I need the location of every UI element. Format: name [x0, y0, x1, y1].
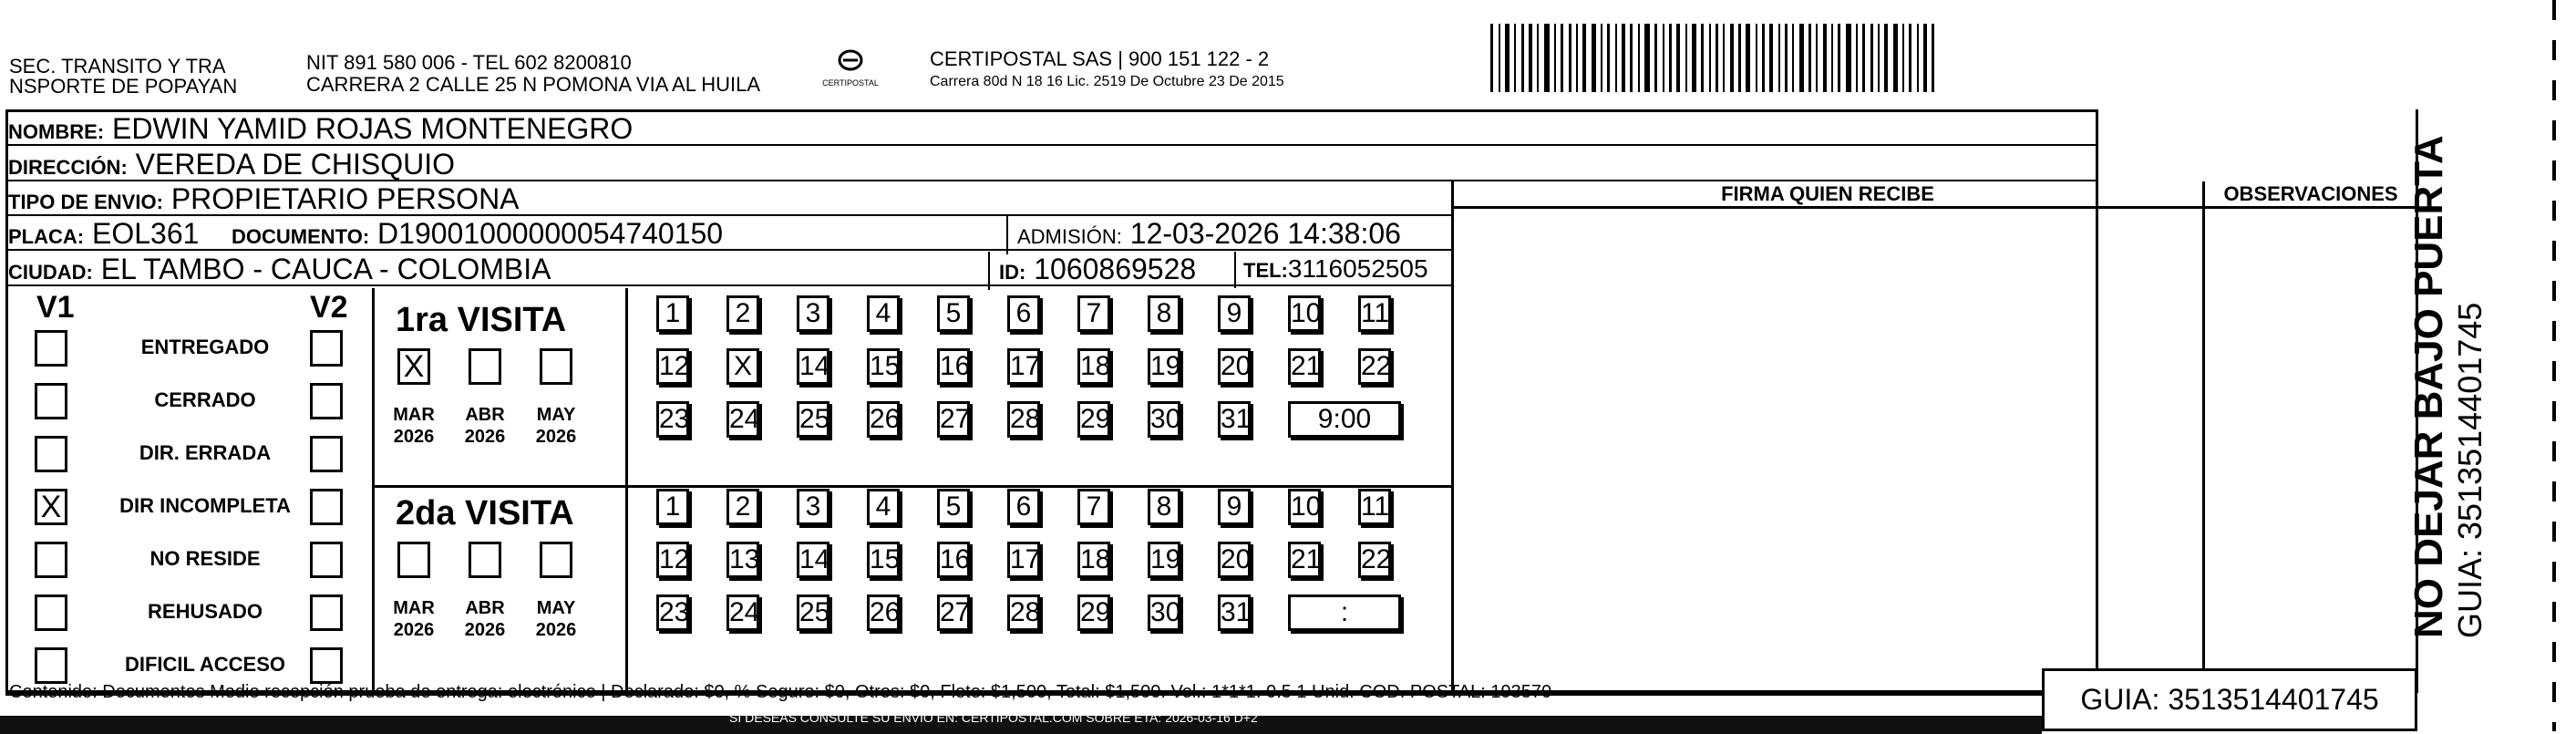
v2-checkbox[interactable]: [310, 436, 343, 472]
visit1-day-box[interactable]: 9: [1218, 295, 1251, 332]
divider: [372, 485, 1451, 488]
sender-name-line1: SEC. TRANSITO Y TRA: [9, 55, 226, 78]
status-option-label: REHUSADO: [148, 600, 263, 623]
visit1-year-label: 2026: [535, 427, 577, 447]
visit2-day-box[interactable]: 13: [726, 542, 759, 578]
visit2-month-label: ABR: [465, 598, 505, 618]
visit2-day-box[interactable]: 7: [1077, 489, 1110, 525]
visit1-day-box[interactable]: 26: [867, 401, 900, 438]
visit1-day-box[interactable]: 21: [1288, 348, 1321, 385]
tipo-value: PROPIETARIO PERSONA: [170, 182, 520, 215]
status-option-label: DIFICIL ACCESO: [124, 653, 285, 676]
tipo-row: TIPO DE ENVIO: PROPIETARIO PERSONA: [8, 181, 1454, 216]
visit2-day-box[interactable]: 4: [867, 489, 900, 525]
v1-checkbox[interactable]: [35, 542, 67, 578]
v2-checkbox[interactable]: [310, 489, 343, 525]
visit2-year-label: 2026: [535, 620, 577, 640]
sender-nit: NIT 891 580 006 - TEL 602 8200810: [306, 51, 632, 74]
perforation: [2552, 0, 2556, 731]
divider: [625, 288, 628, 694]
visit2-day-box[interactable]: 9: [1218, 489, 1251, 525]
visit1-month-checkbox[interactable]: [469, 348, 501, 385]
visit2-month-checkbox[interactable]: [540, 542, 572, 578]
placa-value: EOL361: [92, 217, 200, 250]
visit2-day-box[interactable]: 31: [1218, 594, 1251, 631]
visit2-day-box[interactable]: 12: [656, 542, 689, 578]
visit1-day-box[interactable]: 3: [797, 295, 829, 332]
visit2-day-box[interactable]: 20: [1218, 542, 1251, 578]
content-line: Contenido: Documentos Medio recepción prueba de entrega: electrónico | Declarado: $0, % Seguro: $0, Otros: $0, Flete: $1,500, Total: $1,500. Vol.: 1*1*1. 0.5 1 Unid. COD. POSTAL: 193570: [9, 682, 1552, 702]
visit1-year-label: 2026: [393, 427, 435, 447]
visit2-day-box[interactable]: 8: [1148, 489, 1180, 525]
tel-value: 3116052505: [1287, 254, 1428, 283]
visit2-day-box[interactable]: 27: [937, 594, 970, 631]
barcode: [1490, 24, 2274, 92]
visit2-day-box[interactable]: 10: [1288, 489, 1321, 525]
direccion-value: VEREDA DE CHISQUIO: [135, 148, 455, 181]
side-notice: [2406, 135, 2488, 638]
visit2-day-box[interactable]: 3: [797, 489, 829, 525]
v2-checkbox[interactable]: [310, 594, 343, 631]
visit1-day-box[interactable]: 29: [1077, 401, 1110, 438]
certipostal-logo: [814, 47, 887, 93]
v2-checkbox[interactable]: [310, 542, 343, 578]
visit2-day-box[interactable]: 11: [1358, 489, 1391, 525]
visit1-day-box[interactable]: 1: [656, 295, 689, 332]
visit1-day-box[interactable]: 16: [937, 348, 970, 385]
visit1-day-box[interactable]: 6: [1007, 295, 1040, 332]
visit1-month-label: MAY: [536, 405, 576, 425]
visit1-year-label: 2026: [464, 427, 506, 447]
visit1-day-box[interactable]: 23: [656, 401, 689, 438]
visit2-day-box[interactable]: 29: [1077, 594, 1110, 631]
divider: [2202, 181, 2205, 692]
visit2-day-box[interactable]: 18: [1077, 542, 1110, 578]
status-option-label: ENTREGADO: [140, 336, 270, 358]
v1-checkbox[interactable]: [35, 647, 67, 684]
visit1-day-box[interactable]: 24: [726, 401, 759, 438]
visit1-time-box[interactable]: 9:00: [1288, 401, 1401, 438]
ciudad-value: EL TAMBO - CAUCA - COLOMBIA: [100, 253, 551, 285]
nombre-row: NOMBRE: EDWIN YAMID ROJAS MONTENEGRO: [8, 111, 2098, 146]
v1-label: V1: [36, 290, 75, 325]
license-line: Carrera 80d N 18 16 Lic. 2519 De Octubre 23 De 2015: [930, 74, 1284, 89]
v1-checkbox[interactable]: [35, 330, 67, 367]
visit1-day-box[interactable]: 12: [656, 348, 689, 385]
visit2-day-box[interactable]: 5: [937, 489, 970, 525]
company-line: CERTIPOSTAL SAS | 900 151 122 - 2: [930, 47, 1270, 70]
ciudad-row: CIUDAD: EL TAMBO - CAUCA - COLOMBIA ID: 1060869528 TEL:3116052505: [8, 252, 1454, 286]
sender-address: CARRERA 2 CALLE 25 N POMONA VIA AL HUILA: [306, 73, 761, 96]
sender-name-line2: NSPORTE DE POPAYAN: [9, 75, 238, 98]
direccion-row: DIRECCIÓN: VEREDA DE CHISQUIO: [8, 147, 2098, 181]
visit1-day-box[interactable]: 5: [937, 295, 970, 332]
visit1-day-box[interactable]: 27: [937, 401, 970, 438]
v2-checkbox[interactable]: [310, 383, 343, 419]
visit2-month-label: MAR: [393, 598, 435, 618]
visit1-month-checkbox[interactable]: [540, 348, 572, 385]
visit1-day-box[interactable]: 22: [1358, 348, 1391, 385]
documento-value: D19001000000054740150: [377, 217, 724, 250]
v1-checkbox[interactable]: [35, 383, 67, 419]
visit1-day-box[interactable]: 19: [1148, 348, 1180, 385]
nombre-value: EDWIN YAMID ROJAS MONTENEGRO: [112, 112, 634, 145]
visit2-day-box[interactable]: 30: [1148, 594, 1180, 631]
visit2-year-label: 2026: [393, 620, 435, 640]
visit2-month-checkbox[interactable]: [469, 542, 501, 578]
visit1-day-box[interactable]: 7: [1077, 295, 1110, 332]
visit2-day-box[interactable]: 19: [1148, 542, 1180, 578]
visit2-day-box[interactable]: 17: [1007, 542, 1040, 578]
visit2-day-box[interactable]: 24: [726, 594, 759, 631]
visit1-day-box[interactable]: 18: [1077, 348, 1110, 385]
visit2-day-box[interactable]: 16: [937, 542, 970, 578]
v1-checkbox[interactable]: X: [35, 489, 67, 525]
visit1-day-box[interactable]: 17: [1007, 348, 1040, 385]
visit2-day-box[interactable]: 28: [1007, 594, 1040, 631]
visit2-month-checkbox[interactable]: [397, 542, 430, 578]
admision-value: 12-03-2026 14:38:06: [1129, 217, 1401, 250]
visit1-day-box[interactable]: 15: [867, 348, 900, 385]
visit1-day-box[interactable]: 8: [1148, 295, 1180, 332]
v1-checkbox[interactable]: [35, 436, 67, 472]
visit1-day-box[interactable]: 4: [867, 295, 900, 332]
visit2-day-box[interactable]: 25: [797, 594, 829, 631]
observaciones-header: OBSERVACIONES: [2223, 182, 2398, 205]
visit1-month-label: MAR: [393, 405, 435, 425]
firma-header: FIRMA QUIEN RECIBE: [1721, 182, 1934, 205]
visit1-day-box[interactable]: X: [726, 348, 759, 385]
svg-text:CERTIPOSTAL: CERTIPOSTAL: [822, 78, 879, 88]
visit1-month-checkbox[interactable]: X: [397, 348, 430, 385]
placa-row: PLACA: EOL361 DOCUMENTO: D19001000000054740150 ADMISIÓN: 12-03-2026 14:38:06: [8, 216, 1454, 251]
id-value: 1060869528: [1034, 253, 1197, 285]
visit2-day-box[interactable]: 21: [1288, 542, 1321, 578]
visit1-day-box[interactable]: 2: [726, 295, 759, 332]
visit2-time-box[interactable]: :: [1288, 594, 1401, 631]
v1-checkbox[interactable]: [35, 594, 67, 631]
v2-checkbox[interactable]: [310, 330, 343, 367]
visit2-day-box[interactable]: 1: [656, 489, 689, 525]
visit2-year-label: 2026: [464, 620, 506, 640]
visit2-day-box[interactable]: 15: [867, 542, 900, 578]
visit2-day-box[interactable]: 2: [726, 489, 759, 525]
visit2-day-box[interactable]: 22: [1358, 542, 1391, 578]
visit1-title: 1ra VISITA: [396, 301, 567, 339]
visit1-day-box[interactable]: 30: [1148, 401, 1180, 438]
status-option-label: DIR. ERRADA: [139, 441, 272, 464]
visit2-day-box[interactable]: 14: [797, 542, 829, 578]
consult-line: SI DESEAS CONSULTE SU ENVIO EN: CERTIPOSTAL.COM SOBRE ETA: 2026-03-16 D+2: [729, 710, 1258, 725]
divider: [1451, 206, 2416, 209]
visit1-day-box[interactable]: 28: [1007, 401, 1040, 438]
visit1-day-box[interactable]: 10: [1288, 295, 1321, 332]
visit2-day-box[interactable]: 26: [867, 594, 900, 631]
visit1-day-box[interactable]: 14: [797, 348, 829, 385]
status-option-label: NO RESIDE: [149, 547, 261, 570]
visit1-day-box[interactable]: 25: [797, 401, 829, 438]
status-option-label: DIR INCOMPLETA: [119, 494, 291, 517]
visit2-day-box[interactable]: 23: [656, 594, 689, 631]
visit1-month-label: ABR: [465, 405, 505, 425]
status-option-label: CERRADO: [154, 388, 256, 411]
visit2-title: 2da VISITA: [396, 494, 574, 532]
guia-box: GUIA: 3513514401745: [2042, 668, 2417, 731]
visit2-day-box[interactable]: 6: [1007, 489, 1040, 525]
v2-label: V2: [310, 290, 348, 325]
no-dejar-text: NO DEJAR BAJO PUERTA: [2406, 135, 2451, 638]
side-guia-text: GUIA: 3513514401745: [2451, 302, 2488, 638]
visit2-month-label: MAY: [536, 598, 576, 618]
divider: [1451, 181, 1454, 692]
visit1-day-box[interactable]: 31: [1218, 401, 1251, 438]
visit1-day-box[interactable]: 11: [1358, 295, 1391, 332]
v2-checkbox[interactable]: [310, 647, 343, 684]
divider: [372, 288, 375, 694]
visit1-day-box[interactable]: 20: [1218, 348, 1251, 385]
